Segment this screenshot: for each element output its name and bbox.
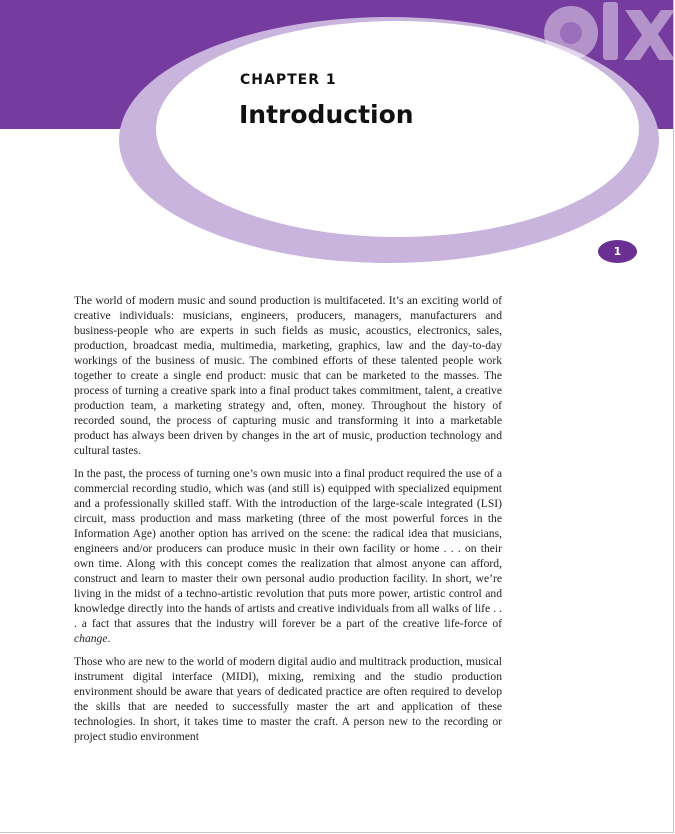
chapter-body — [74, 293, 502, 752]
paragraph-2-text: In the past, the process of turning one’s own music into a final product required the use of a commercial recording studio, which was (and still is) equipped with specialized equipment and a professionally skilled staff. With the introduction of the large-scale integrated (LSI) circuit, mass production and mass marketing (three of the most powerful forces in the Information Age) another option has arrived on the scene: the radical idea that musicians, engineers and/or producers can produce music in their own facility or home . . . on their own time. Along with this concept comes the realization that almost anyone can afford, construct and learn to master their own personal audio production facility. In short, we’re living in the midst of a techno-artistic revolution that puts more power, artistic control and knowledge directly into the hands of artists and creative individuals from all walks of life . . . a fact that assures that the industry will forever be a part of the creative life-force of — [74, 467, 502, 630]
paragraph-2 — [74, 466, 502, 646]
paragraph-2-emphasis: change — [74, 632, 108, 645]
paragraph-3: Those who are new to the world of modern digital audio and multitrack production, musical instrument digital interface (MIDI), mixing, remixing and the studio production environment should be aware that years of dedicated practice are often required to develop the skills that are needed to successfully master the art and application of these technologies. In short, it takes time to master the craft. A person new to the recording or project studio environment — [74, 655, 502, 743]
paragraph-1: The world of modern music and sound production is multifaceted. It’s an exciting world of creative individuals: musicians, engineers, producers, managers, manufacturers and business-people who are experts in such fields as music, acoustics, electronics, sales, production, broadcast media, multimedia, marketing, graphics, law and the day-to-day workings of the business of music. The combined efforts of these talented people work together to create a single end product: music that can be marketed to the masses. The process of turning a creative spark into a final product takes commitment, talent, a creative production team, a marketing strategy and, often, money. Throughout the history of recorded sound, the process of capturing music and transforming it into a marketable product has always been driven by changes in the art of music, production technology and cultural tastes. — [74, 294, 502, 457]
page-number-badge: 1 — [598, 240, 637, 263]
chapter-label: CHAPTER 1 — [240, 72, 337, 88]
olx-watermark-logo — [535, 2, 674, 72]
paragraph-2-end: . — [107, 632, 111, 645]
chapter-title: Introduction — [239, 100, 414, 129]
